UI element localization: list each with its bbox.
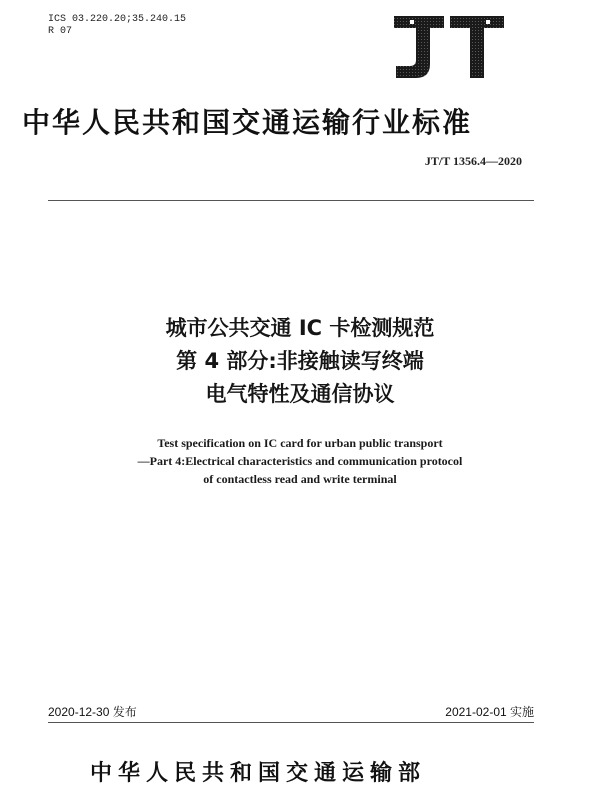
publisher-name: 中华人民共和国交通运输部 (90, 761, 427, 786)
issue-date: 2020-12-30 发布 (48, 705, 137, 719)
jt-logo (390, 14, 508, 80)
english-title-line-3: of contactless read and write terminal (203, 472, 397, 486)
ccs-code: R 07 (48, 26, 73, 37)
standard-category-title: 中华人民共和国交通运输行业标准 (22, 106, 473, 139)
standard-code: JT/T 1356.4—2020 (424, 154, 522, 168)
ics-code: ICS 03.220.20;35.240.15 (48, 14, 187, 25)
classification-block (48, 14, 186, 38)
english-title (0, 434, 600, 488)
bottom-divider (48, 722, 534, 723)
chinese-title (0, 312, 600, 411)
english-title-line-2: —Part 4:Electrical characteristics and communication protocol (137, 454, 463, 468)
chinese-title-line-1: 城市公共交通 IC 卡检测规范 (165, 316, 435, 340)
jt-logo-mark (390, 14, 508, 80)
english-title-line-1: Test specification on IC card for urban public transport (157, 436, 443, 450)
chinese-title-line-3: 电气特性及通信协议 (205, 382, 395, 406)
implementation-date: 2021-02-01 实施 (445, 705, 534, 719)
top-divider (48, 200, 534, 201)
chinese-title-line-2: 第 4 部分:非接触读写终端 (176, 349, 424, 373)
